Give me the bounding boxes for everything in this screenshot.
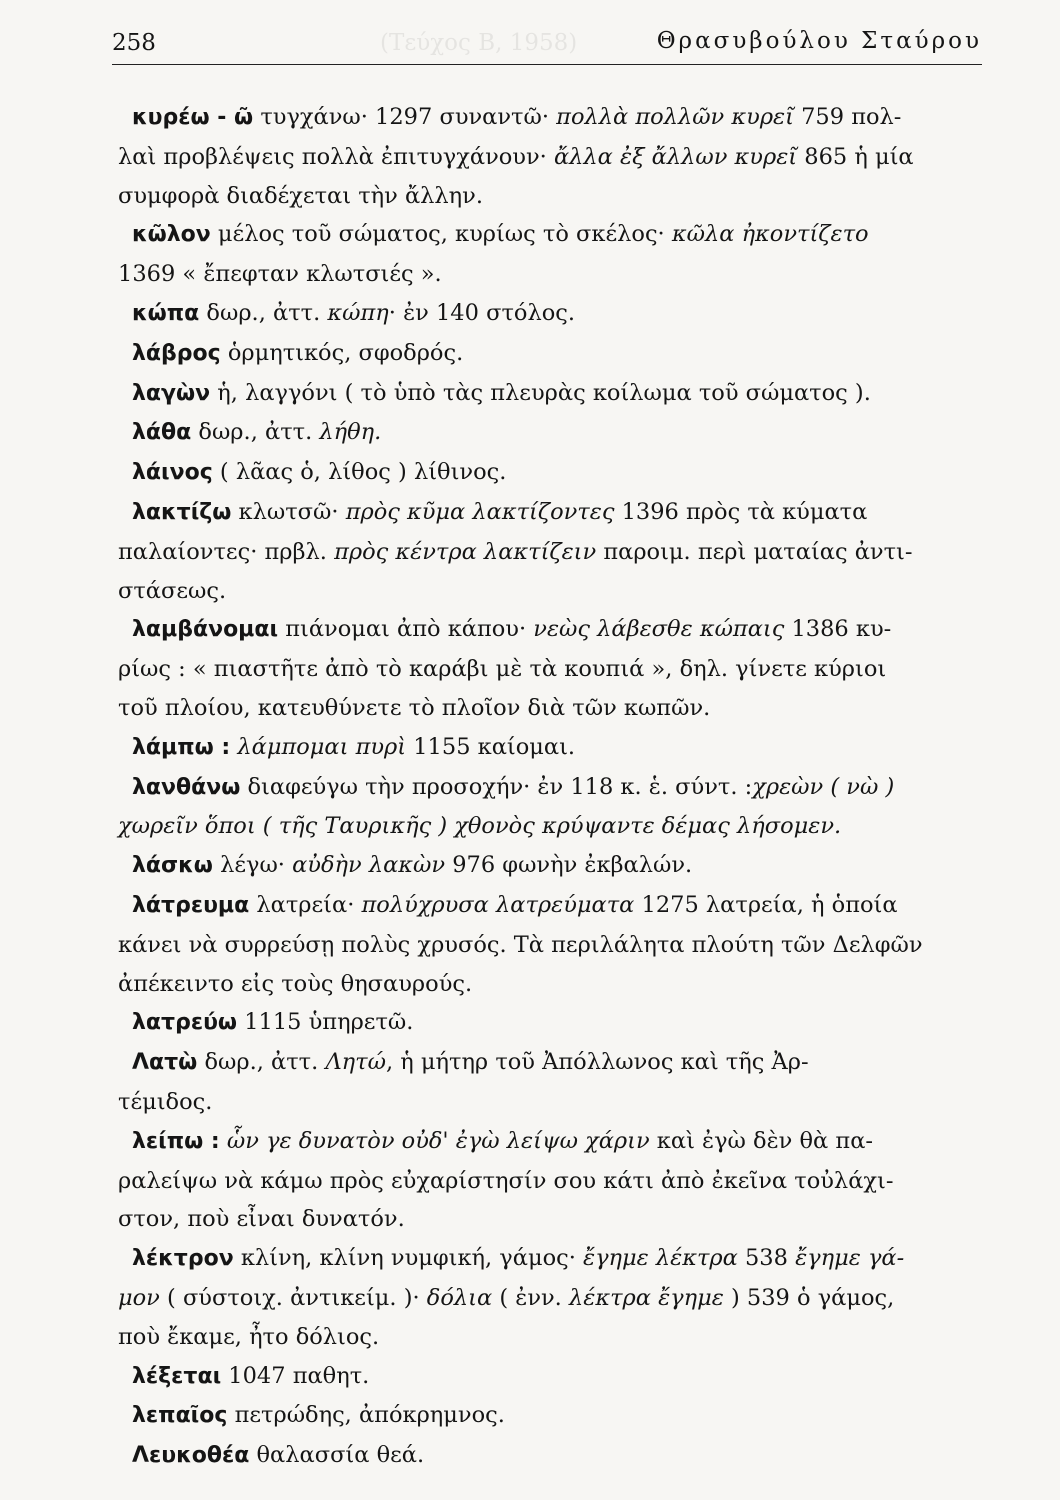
entry-line xyxy=(118,728,976,768)
entry-line xyxy=(118,1043,976,1083)
definition-text: ποὺ ἔκαμε, ἦτο δόλιος. xyxy=(118,1323,380,1350)
definition-text: · ἐν 140 στόλος. xyxy=(388,299,575,326)
headword: Λευκοθέα xyxy=(132,1443,250,1469)
headword: κυρέω - ῶ xyxy=(132,105,254,130)
glossary-entry xyxy=(118,98,976,215)
quotation: ἔγημε λέκτρα xyxy=(583,1245,738,1272)
quotation: πολλὰ πολλῶν κυρεῖ xyxy=(556,104,794,130)
glossary-entry xyxy=(118,1239,976,1356)
entry-line xyxy=(118,453,976,493)
quotation: ἔγημε γά- xyxy=(795,1245,905,1272)
entry-line xyxy=(118,533,976,572)
definition-text: 759 πολ- xyxy=(793,104,902,130)
glossary-entry xyxy=(118,453,976,493)
glossary-entry xyxy=(118,374,976,414)
quotation: ὧν γε δυνατὸν οὐδ' ἐγὼ λείψω χάριν xyxy=(226,1127,650,1154)
glossary-entry xyxy=(118,886,976,1003)
glossary-entry xyxy=(118,215,976,294)
entry-line xyxy=(118,1200,976,1239)
entry-line xyxy=(118,1003,976,1043)
headword: λαγὼν xyxy=(132,380,211,406)
definition-text: 538 xyxy=(737,1245,796,1272)
definition-text: δωρ., ἀττ. xyxy=(197,1049,326,1076)
definition-text: στάσεως. xyxy=(118,577,227,604)
definition-text xyxy=(220,1128,227,1154)
entry-line xyxy=(118,215,976,255)
quotation: λήθη. xyxy=(319,419,382,446)
definition-text: 976 φωνὴν ἐκβαλών. xyxy=(445,852,693,879)
entry-line xyxy=(118,98,976,138)
entry-line xyxy=(118,138,976,177)
definition-text: ἡ, λαγγόνι ( τὸ ὑπὸ τὰς πλευρὰς κοίλωμα τοῦ σώματος ). xyxy=(210,379,871,406)
glossary-entry xyxy=(118,1396,976,1436)
glossary-entry xyxy=(118,728,976,768)
definition-text: δωρ., ἀττ. xyxy=(191,419,320,446)
headword: λεπαῖος xyxy=(132,1403,228,1429)
definition-text: λέγω· xyxy=(212,852,293,879)
entry-line xyxy=(118,572,976,611)
headword: Λατὼ xyxy=(132,1050,198,1076)
quotation: πολύχρυσα λατρεύματα xyxy=(361,891,635,918)
definition-text: ρίως : « πιαστῆτε ἀπὸ τὸ καράβι μὲ τὰ κουπιά », δηλ. γίνετε κύριοι xyxy=(118,656,887,683)
definition-text: παλαίοντες· πρβλ. xyxy=(118,538,335,565)
headword: λακτίζω xyxy=(132,499,232,525)
entry-line xyxy=(118,294,976,334)
glossary-entry xyxy=(118,294,976,334)
definition-text: 865 ἡ μία xyxy=(797,143,914,170)
headword: λάτρευμα xyxy=(132,892,250,918)
definition-text: 1047 παθητ. xyxy=(221,1362,370,1389)
definition-text: 1386 κυ- xyxy=(784,616,892,643)
page-number: 258 xyxy=(112,30,156,56)
glossary-entry xyxy=(118,1436,976,1476)
quotation: νεὼς λάβεσθε κώπαις xyxy=(533,616,785,643)
glossary-entries xyxy=(118,98,976,1476)
entry-line xyxy=(118,493,976,533)
entry-line xyxy=(118,768,976,808)
entry-line xyxy=(118,374,976,414)
entry-line xyxy=(118,1357,976,1397)
quotation: λάμπομαι πυρὶ xyxy=(237,733,407,760)
definition-text: κλίνη, κλίνη νυμφική, γάμος· xyxy=(233,1245,584,1272)
glossary-entry xyxy=(118,610,976,727)
entry-line xyxy=(118,965,976,1004)
definition-text: 1155 καίομαι. xyxy=(406,733,576,760)
quotation: κώπη xyxy=(327,299,389,326)
headword: λάινος xyxy=(132,460,213,486)
bleed-through-text: (Τεύχος Β, 1958) xyxy=(380,30,578,56)
entry-line xyxy=(118,255,976,294)
headword: λέξεται xyxy=(132,1363,222,1389)
definition-text: 1396 πρὸς τὰ κύματα xyxy=(614,498,868,525)
headword: λανθάνω xyxy=(132,774,241,800)
header-rule xyxy=(112,64,982,65)
entry-line xyxy=(118,886,976,926)
entry-line xyxy=(118,1122,976,1162)
definition-text: , ἡ μήτηρ τοῦ Ἀπόλλωνος καὶ τῆς Ἀρ- xyxy=(385,1049,809,1076)
entry-line xyxy=(118,1436,976,1476)
definition-text: καὶ ἐγὼ δὲν θὰ πα- xyxy=(649,1127,873,1154)
entry-line xyxy=(118,1318,976,1357)
definition-text: κάνει νὰ συρρεύσῃ πολὺς χρυσός. Τὰ περιλάλητα πλούτη τῶν Δελφῶν xyxy=(118,931,923,958)
definition-text: τέμιδος. xyxy=(118,1088,213,1115)
entry-line xyxy=(118,846,976,886)
quotation: ἄλλα ἐξ ἄλλων κυρεῖ xyxy=(553,143,798,170)
quotation: πρὸς κῦμα λακτίζοντες xyxy=(345,498,615,525)
definition-text: λαὶ προβλέψεις πολλὰ ἐπιτυγχάνουν· xyxy=(118,143,554,170)
definition-text: ( λᾶας ὁ, λίθος ) λίθινος. xyxy=(212,459,507,486)
entry-line xyxy=(118,689,976,728)
entry-line xyxy=(118,334,976,374)
quotation: πρὸς κέντρα λακτίζειν xyxy=(334,538,597,565)
definition-text: ) 539 ὁ γάμος, xyxy=(723,1284,895,1311)
quotation: Λητώ xyxy=(325,1049,386,1076)
entry-line xyxy=(118,807,976,846)
entry-line xyxy=(118,1279,976,1318)
definition-text: τοῦ πλοίου, κατευθύνετε τὸ πλοῖον διὰ τῶν κωπῶν. xyxy=(118,694,711,721)
definition-text: ( σύστοιχ. ἀντικείμ. )· xyxy=(159,1284,427,1311)
entry-line xyxy=(118,610,976,650)
entry-line xyxy=(118,1239,976,1279)
quotation: μον xyxy=(118,1284,160,1311)
headword: λάμπω : xyxy=(132,734,231,760)
definition-text: μέλος τοῦ σώματος, κυρίως τὸ σκέλος· xyxy=(210,221,672,248)
definition-text: 1369 « ἔπεφταν κλωτσιές ». xyxy=(118,261,442,288)
glossary-entry xyxy=(118,1043,976,1122)
headword: κῶλον xyxy=(132,222,211,248)
definition-text: παροιμ. περὶ ματαίας ἀντι- xyxy=(596,538,913,565)
running-title: Θρασυβούλου Σταύρου xyxy=(656,28,982,54)
headword: λείπω : xyxy=(132,1128,220,1154)
entry-line xyxy=(118,1396,976,1436)
definition-text: θαλασσία θεά. xyxy=(249,1442,425,1469)
definition-text: δωρ., ἀττ. xyxy=(199,299,328,326)
quotation: δόλια xyxy=(426,1284,493,1311)
glossary-entry xyxy=(118,846,976,886)
definition-text: λατρεία· xyxy=(249,891,362,918)
headword: λάσκω xyxy=(132,853,213,879)
headword: κώπα xyxy=(132,300,200,326)
headword: λάβρος xyxy=(132,340,221,366)
entry-line xyxy=(118,1083,976,1122)
glossary-entry xyxy=(118,1357,976,1397)
glossary-entry xyxy=(118,768,976,847)
quotation: λέκτρα ἔγημε xyxy=(569,1284,724,1311)
entry-line xyxy=(118,650,976,689)
definition-text: κλωτσῶ· xyxy=(231,498,346,525)
definition-text: διαφεύγω τὴν προσοχήν· ἐν 118 κ. ἑ. σύντ. : xyxy=(240,773,753,800)
quotation: κῶλα ἠκοντίζετο xyxy=(671,221,869,248)
headword: λέκτρον xyxy=(132,1246,234,1272)
headword: λατρεύω xyxy=(132,1010,238,1036)
definition-text: στον, ποὺ εἶναι δυνατόν. xyxy=(118,1206,405,1233)
quotation: αὐδὴν λακὼν xyxy=(292,852,446,879)
definition-text: τυγχάνω· 1297 συναντῶ· xyxy=(253,104,557,130)
glossary-entry xyxy=(118,493,976,610)
entry-line xyxy=(118,177,976,216)
entry-line xyxy=(118,1162,976,1201)
definition-text: πιάνομαι ἀπὸ κάπου· xyxy=(278,616,534,643)
glossary-entry xyxy=(118,1003,976,1043)
definition-text: ἀπέκειντο εἰς τοὺς θησαυρούς. xyxy=(118,970,473,997)
entry-line xyxy=(118,413,976,453)
quotation: χωρεῖν ὅποι ( τῆς Ταυρικῆς ) χθονὸς κρύψαντε δέμας λήσομεν. xyxy=(118,813,842,840)
quotation: χρεὼν ( νὼ ) xyxy=(752,773,895,800)
definition-text: ὁρμητικός, σφοδρός. xyxy=(220,339,464,366)
definition-text: 1275 λατρεία, ἡ ὁποία xyxy=(634,891,898,918)
running-head xyxy=(112,26,982,62)
headword: λάθα xyxy=(132,420,192,446)
definition-text: ραλείψω νὰ κάμω πρὸς εὐχαρίστησίν σου κάτι ἀπὸ ἐκεῖνα τοὐλάχι- xyxy=(118,1167,894,1194)
glossary-entry xyxy=(118,1122,976,1239)
glossary-entry xyxy=(118,334,976,374)
definition-text: συμφορὰ διαδέχεται τὴν ἄλλην. xyxy=(118,182,483,209)
entry-line xyxy=(118,926,976,965)
headword: λαμβάνομαι xyxy=(132,617,279,643)
definition-text: πετρώδης, ἀπόκρημνος. xyxy=(227,1402,505,1429)
definition-text: 1115 ὑπηρετῶ. xyxy=(237,1009,414,1036)
glossary-entry xyxy=(118,413,976,453)
definition-text: ( ἐνν. xyxy=(492,1284,569,1311)
